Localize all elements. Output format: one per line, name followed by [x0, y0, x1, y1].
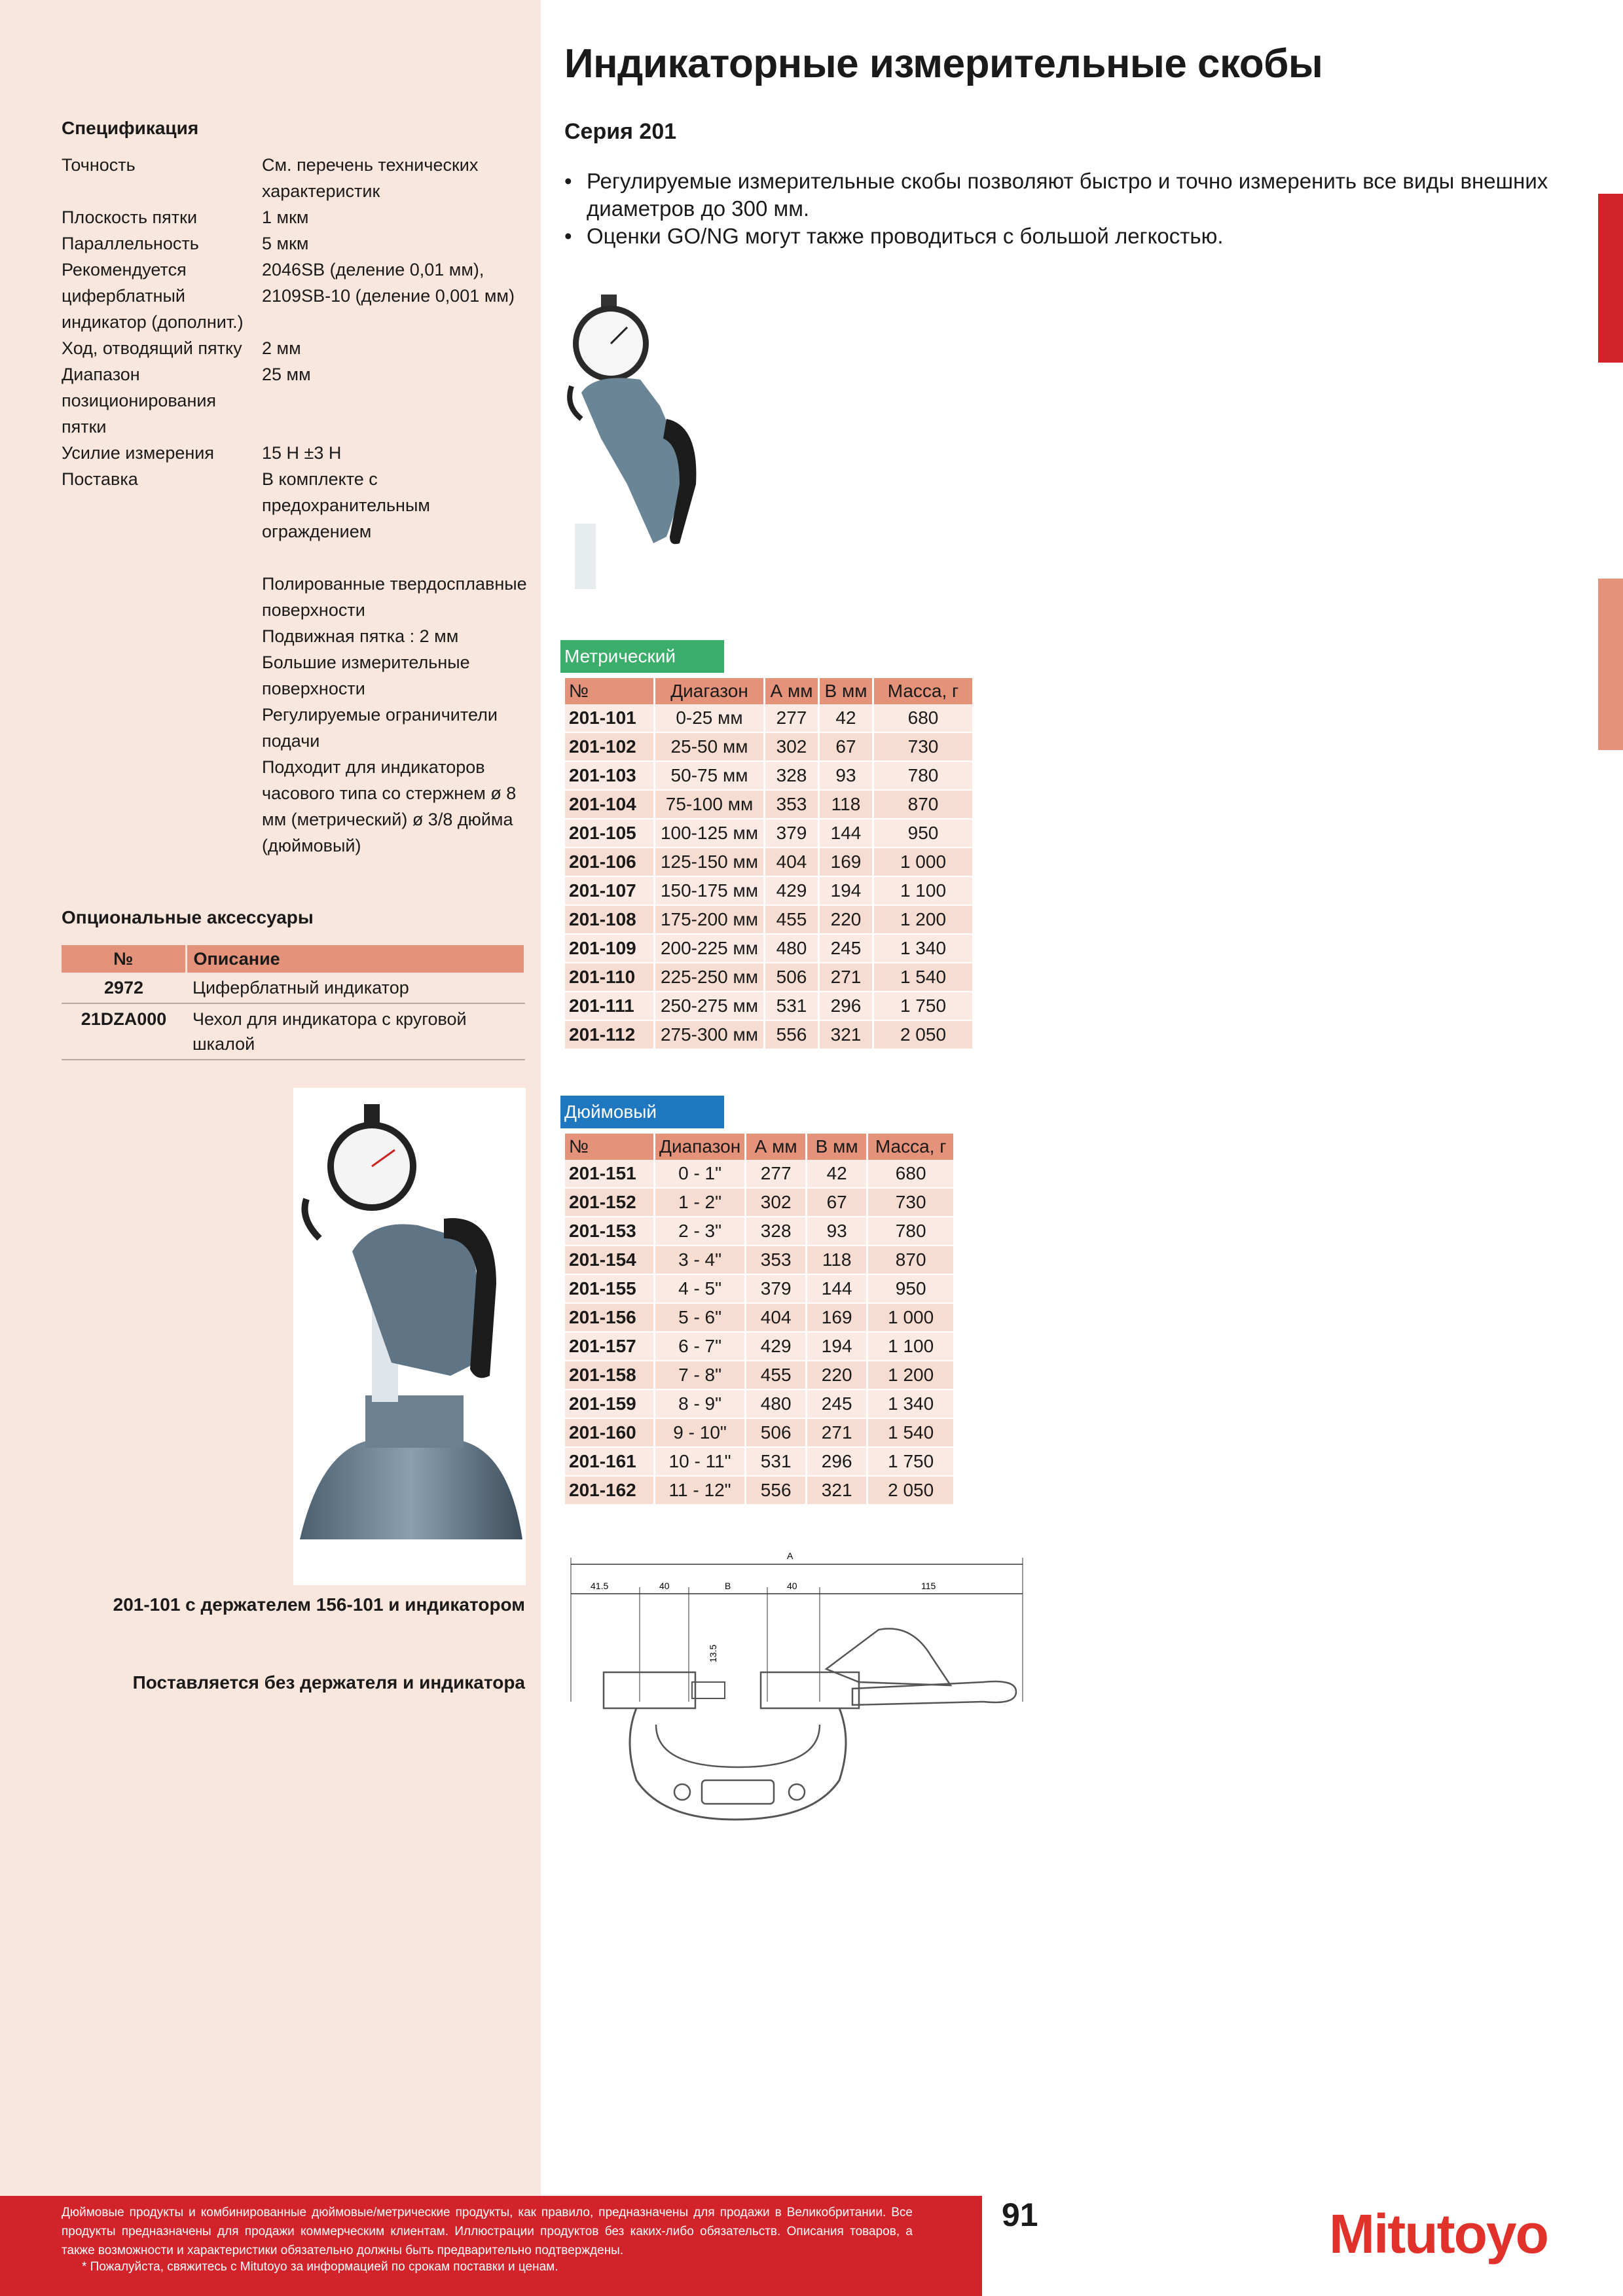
bullet-item: • Регулируемые измерительные скобы позволяют быстро и точно измеренить все виды внешних диаметров до 300 мм. [564, 168, 1559, 223]
metric-table [563, 678, 974, 1050]
table-cell: 302 [765, 733, 818, 762]
caliper-stand-image [293, 1088, 526, 1585]
table-cell: 1 540 [874, 963, 972, 992]
dim-label-a: A [787, 1551, 793, 1561]
table-cell: 194 [807, 1333, 866, 1361]
table-row [565, 819, 972, 848]
accessories-title: Опциональные аксессуары [62, 907, 314, 927]
table-cell: 201-160 [565, 1419, 653, 1448]
table-row [565, 877, 972, 906]
spec-key: Точность [62, 155, 136, 175]
table-cell: 201-158 [565, 1361, 653, 1390]
table-cell: 455 [746, 1361, 805, 1390]
spec-value: 5 мкм [262, 234, 309, 253]
spec-value: 15 Н ±3 Н [262, 443, 342, 463]
table-cell: 201-109 [565, 935, 653, 963]
table-cell: 1 000 [874, 848, 972, 877]
table-row [565, 1477, 953, 1505]
table-cell: 67 [807, 1189, 866, 1217]
spec-feature: Большие измерительные поверхности [262, 653, 470, 698]
accessories-table [62, 945, 526, 1060]
spec-feature: Подвижная пятка : 2 мм [262, 626, 459, 646]
table-cell: 25-50 мм [655, 733, 763, 762]
table-cell: 250-275 мм [655, 992, 763, 1021]
table-cell: 5 - 6" [655, 1304, 744, 1333]
inch-header: Диапазон [655, 1134, 744, 1160]
table-cell: 277 [765, 704, 818, 733]
table-row [565, 935, 972, 963]
table-cell: 429 [746, 1333, 805, 1361]
table-cell: 93 [820, 762, 872, 791]
table-cell: 42 [820, 704, 872, 733]
table-cell: 1 200 [874, 906, 972, 935]
acc-header-no: № [62, 945, 186, 973]
table-cell: 175-200 мм [655, 906, 763, 935]
table-row [565, 762, 972, 791]
table-cell: 8 - 9" [655, 1390, 744, 1419]
table-cell: 201-104 [565, 791, 653, 819]
dim-label-40-right: 40 [787, 1581, 797, 1591]
table-cell: 245 [820, 935, 872, 963]
table-cell: 201-106 [565, 848, 653, 877]
table-cell: 169 [807, 1304, 866, 1333]
footer-note: * Пожалуйста, свяжитесь с Mitutoyo за информацией по срокам поставки и ценам. [82, 2260, 558, 2274]
table-cell: 201-103 [565, 762, 653, 791]
table-cell: 118 [820, 791, 872, 819]
table-cell: 271 [820, 963, 872, 992]
table-cell: 950 [868, 1275, 953, 1304]
table-cell: 6 - 7" [655, 1333, 744, 1361]
spec-value: 2046SB (деление 0,01 мм), 2109SB-10 (деление 0,001 мм) [262, 260, 515, 306]
inch-header: А мм [746, 1134, 805, 1160]
table-cell: 1 750 [868, 1448, 953, 1477]
table-cell: 201-152 [565, 1189, 653, 1217]
spec-title: Спецификация [62, 118, 199, 138]
table-cell: 201-156 [565, 1304, 653, 1333]
table-cell: 480 [746, 1390, 805, 1419]
table-cell: 144 [807, 1275, 866, 1304]
table-cell: 245 [807, 1390, 866, 1419]
table-cell: 201-105 [565, 819, 653, 848]
section-tab-salmon [1598, 579, 1623, 750]
table-cell: 0-25 мм [655, 704, 763, 733]
spec-key: Усилие измерения [62, 443, 214, 463]
photo-caption: 201-101 с держателем 156-101 и индикатором [113, 1594, 525, 1615]
spec-feature: Подходит для индикаторов часового типа со стержнем ø 8 мм (метрический) ø 3/8 дюйма (дюймовый) [262, 757, 517, 855]
spec-features [262, 571, 537, 859]
spec-feature: Полированные твердосплавные поверхности [262, 574, 527, 620]
inch-header: № [565, 1134, 653, 1160]
accessory-desc: Циферблатный индикатор [186, 973, 525, 1003]
table-cell: 353 [765, 791, 818, 819]
accessory-row [62, 1003, 525, 1060]
table-cell: 1 340 [868, 1390, 953, 1419]
table-cell: 1 750 [874, 992, 972, 1021]
table-cell: 4 - 5" [655, 1275, 744, 1304]
spec-key: Параллельность [62, 234, 199, 253]
dim-label-b: B [725, 1581, 731, 1591]
table-cell: 1 540 [868, 1419, 953, 1448]
spec-value: См. перечень технических характеристик [262, 155, 479, 201]
table-cell: 201-161 [565, 1448, 653, 1477]
table-cell: 194 [820, 877, 872, 906]
table-cell: 220 [807, 1361, 866, 1390]
table-row [565, 733, 972, 762]
table-cell: 201-162 [565, 1477, 653, 1505]
table-row [565, 1160, 953, 1189]
table-cell: 730 [874, 733, 972, 762]
table-cell: 556 [765, 1021, 818, 1050]
table-cell: 870 [868, 1246, 953, 1275]
page-title: Индикаторные измерительные скобы [564, 41, 1323, 86]
spec-key: Поставка [62, 469, 138, 489]
table-cell: 7 - 8" [655, 1361, 744, 1390]
table-cell: 2 - 3" [655, 1217, 744, 1246]
table-cell: 201-151 [565, 1160, 653, 1189]
table-cell: 9 - 10" [655, 1419, 744, 1448]
table-cell: 50-75 мм [655, 762, 763, 791]
table-cell: 455 [765, 906, 818, 935]
table-cell: 75-100 мм [655, 791, 763, 819]
table-cell: 1 200 [868, 1361, 953, 1390]
table-row [565, 1189, 953, 1217]
table-cell: 201-153 [565, 1217, 653, 1246]
table-cell: 201-102 [565, 733, 653, 762]
table-cell: 680 [874, 704, 972, 733]
section-tab-red [1598, 194, 1623, 363]
product-photo-gauge [562, 288, 712, 602]
table-cell: 404 [765, 848, 818, 877]
dim-label-115: 115 [921, 1581, 936, 1591]
table-cell: 2 050 [874, 1021, 972, 1050]
mitutoyo-logo: Mitutoyo [1329, 2203, 1548, 2265]
table-cell: 531 [746, 1448, 805, 1477]
dimension-drawing-svg [564, 1545, 1055, 1872]
table-cell: 353 [746, 1246, 805, 1275]
table-cell: 429 [765, 877, 818, 906]
table-cell: 302 [746, 1189, 805, 1217]
table-cell: 780 [874, 762, 972, 791]
table-cell: 144 [820, 819, 872, 848]
table-cell: 201-108 [565, 906, 653, 935]
table-cell: 950 [874, 819, 972, 848]
table-cell: 201-157 [565, 1333, 653, 1361]
spec-value: 25 мм [262, 365, 311, 384]
table-cell: 10 - 11" [655, 1448, 744, 1477]
table-cell: 201-107 [565, 877, 653, 906]
table-cell: 67 [820, 733, 872, 762]
spec-key: Диапазон позиционирования пятки [62, 365, 217, 437]
table-cell: 100-125 мм [655, 819, 763, 848]
table-cell: 0 - 1" [655, 1160, 744, 1189]
acc-header-desc: Описание [186, 945, 525, 973]
metric-header: Диагазон [655, 678, 763, 704]
accessory-code: 21DZA000 [62, 1003, 186, 1060]
table-cell: 1 100 [868, 1333, 953, 1361]
table-cell: 225-250 мм [655, 963, 763, 992]
spec-key: Рекомендуется циферблатный индикатор (дополнит.) [62, 260, 244, 332]
table-row [565, 1333, 953, 1361]
inch-table [563, 1134, 955, 1505]
table-cell: 506 [765, 963, 818, 992]
table-cell: 506 [746, 1419, 805, 1448]
table-cell: 1 000 [868, 1304, 953, 1333]
metric-header: № [565, 678, 653, 704]
table-row [565, 1021, 972, 1050]
dim-label-13-5: 13.5 [708, 1644, 718, 1662]
table-row [565, 791, 972, 819]
table-cell: 730 [868, 1189, 953, 1217]
table-cell: 2 050 [868, 1477, 953, 1505]
table-cell: 379 [765, 819, 818, 848]
table-cell: 296 [820, 992, 872, 1021]
table-cell: 296 [807, 1448, 866, 1477]
supply-note: Поставляется без держателя и индикатора [132, 1672, 525, 1693]
table-cell: 201-111 [565, 992, 653, 1021]
accessory-desc: Чехол для индикатора с круговой шкалой [186, 1003, 525, 1060]
table-cell: 93 [807, 1217, 866, 1246]
table-cell: 1 100 [874, 877, 972, 906]
table-cell: 169 [820, 848, 872, 877]
spec-value: 1 мкм [262, 207, 309, 227]
table-row [565, 1246, 953, 1275]
inch-header: Масса, г [868, 1134, 953, 1160]
table-row [565, 1304, 953, 1333]
table-row [565, 992, 972, 1021]
spec-key: Плоскость пятки [62, 207, 198, 227]
table-row [565, 704, 972, 733]
table-row [565, 1217, 953, 1246]
table-cell: 201-112 [565, 1021, 653, 1050]
metric-header: А мм [765, 678, 818, 704]
bullet-item: • Оценки GO/NG могут также проводиться с большой легкостью. [564, 223, 1559, 250]
table-cell: 201-154 [565, 1246, 653, 1275]
table-cell: 200-225 мм [655, 935, 763, 963]
spec-value: В комплекте с предохранительным ограждением [262, 469, 430, 541]
accessory-code: 2972 [62, 973, 186, 1003]
table-row [565, 848, 972, 877]
table-cell: 11 - 12" [655, 1477, 744, 1505]
dimension-drawing [564, 1545, 1055, 1872]
table-cell: 201-159 [565, 1390, 653, 1419]
table-cell: 275-300 мм [655, 1021, 763, 1050]
table-cell: 271 [807, 1419, 866, 1448]
inch-header: В мм [807, 1134, 866, 1160]
table-row [565, 1419, 953, 1448]
table-cell: 480 [765, 935, 818, 963]
spec-feature: Регулируемые ограничители подачи [262, 705, 498, 751]
indicating-snap-gauge-image [562, 288, 712, 602]
table-cell: 556 [746, 1477, 805, 1505]
table-cell: 870 [874, 791, 972, 819]
table-cell: 42 [807, 1160, 866, 1189]
table-cell: 328 [765, 762, 818, 791]
table-cell: 1 340 [874, 935, 972, 963]
table-cell: 1 - 2" [655, 1189, 744, 1217]
series-title: Серия 201 [564, 119, 677, 144]
table-cell: 3 - 4" [655, 1246, 744, 1275]
table-cell: 321 [820, 1021, 872, 1050]
table-row [565, 906, 972, 935]
table-cell: 125-150 мм [655, 848, 763, 877]
table-cell: 201-101 [565, 704, 653, 733]
table-cell: 321 [807, 1477, 866, 1505]
product-photo-stand [293, 1088, 526, 1585]
table-cell: 780 [868, 1217, 953, 1246]
table-row [565, 1275, 953, 1304]
dim-label-40-left: 40 [659, 1581, 670, 1591]
table-cell: 220 [820, 906, 872, 935]
spec-value: 2 мм [262, 338, 301, 358]
metric-header: Масса, г [874, 678, 972, 704]
table-cell: 531 [765, 992, 818, 1021]
metric-header: В мм [820, 678, 872, 704]
table-row [565, 1390, 953, 1419]
footer-disclaimer: Дюймовые продукты и комбинированные дюймовые/метрические продукты, как правило, предназначены для продажи в Великобритании. Все продукты предназначены для продажи коммерческим клиентам. Иллюстрации продуктов без каких-либо обязательств. Описания товаров, а также возможности и характеристики обязательно должны быть предварительно подтверждены. [62, 2206, 913, 2257]
spec-key: Ход, отводящий пятку [62, 338, 242, 358]
table-cell: 150-175 мм [655, 877, 763, 906]
accessory-row [62, 973, 525, 1003]
dim-label-41-5: 41.5 [591, 1581, 609, 1591]
table-cell: 201-110 [565, 963, 653, 992]
metric-label: Метрический [560, 640, 724, 673]
table-cell: 404 [746, 1304, 805, 1333]
page-number: 91 [1002, 2197, 1038, 2233]
feature-bullets [564, 168, 1559, 250]
table-cell: 379 [746, 1275, 805, 1304]
table-cell: 118 [807, 1246, 866, 1275]
table-cell: 680 [868, 1160, 953, 1189]
table-cell: 277 [746, 1160, 805, 1189]
table-cell: 201-155 [565, 1275, 653, 1304]
inch-label: Дюймовый [560, 1096, 724, 1128]
table-row [565, 963, 972, 992]
table-cell: 328 [746, 1217, 805, 1246]
table-row [565, 1361, 953, 1390]
table-row [565, 1448, 953, 1477]
